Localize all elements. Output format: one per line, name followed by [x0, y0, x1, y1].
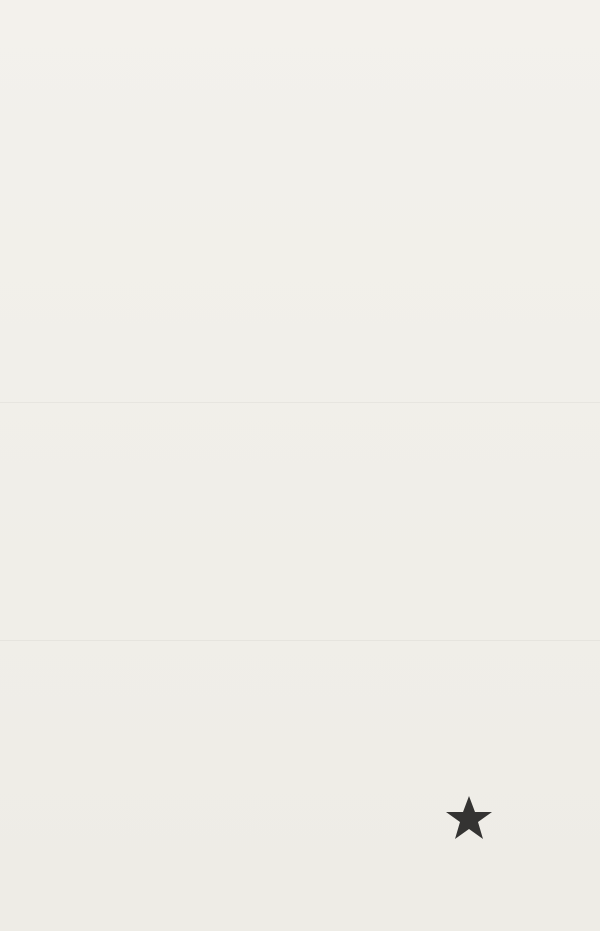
official-seal-stamp — [384, 733, 554, 903]
paper-crease — [0, 402, 600, 403]
paper-crease — [0, 640, 600, 641]
star-icon — [446, 796, 492, 839]
